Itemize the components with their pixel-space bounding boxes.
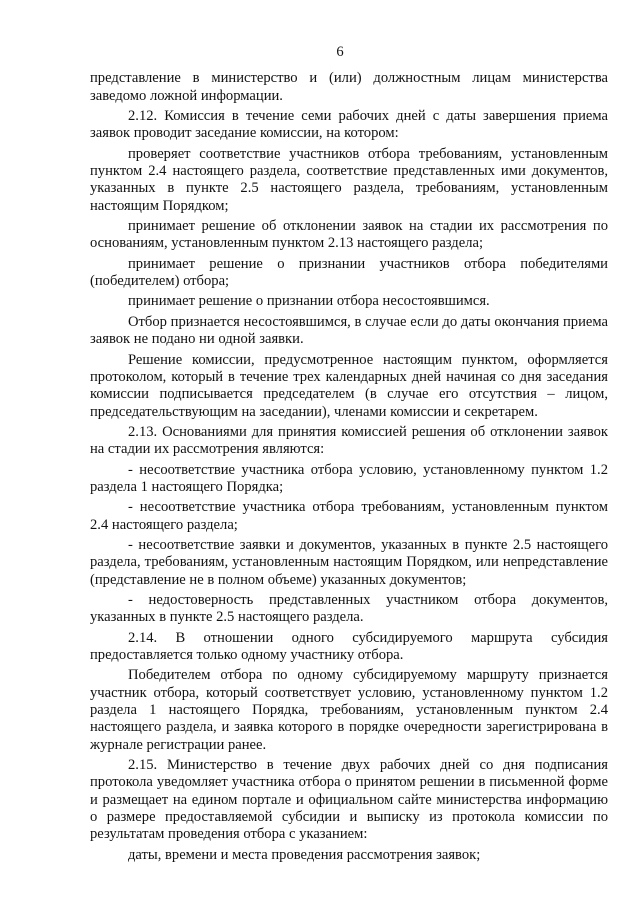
paragraph: 2.14. В отношении одного субсидируемого маршрута субсидия предоставляется только одному участнику отбора. — [90, 629, 608, 663]
paragraph: представление в министерство и (или) должностным лицам министерства заведомо ложной информации. — [90, 70, 608, 104]
paragraph: 2.15. Министерство в течение двух рабочих дней со дня подписания протокола уведомляет участника отбора о принятом решении в письменной форме и размещает на едином портале и официальном сайте министерства информацию о размере предоставляемой субсидии и выписку из протокола комиссии по результатам проведения отбора с указанием: — [90, 757, 608, 843]
paragraph: - несоответствие участника отбора требованиям, установленным пунктом 2.4 настоящего раздела; — [90, 499, 608, 533]
paragraph: 2.12. Комиссия в течение семи рабочих дней с даты завершения приема заявок проводит заседание комиссии, на котором: — [90, 108, 608, 142]
paragraph: - недостоверность представленных участником отбора документов, указанных в пункте 2.5 настоящего раздела. — [90, 591, 608, 626]
paragraph: принимает решение о признании участников отбора победителями (победителем) отбора; — [90, 255, 608, 290]
paragraph: 2.13. Основаниями для принятия комиссией решения об отклонении заявок на стадии их рассмотрения являются: — [90, 423, 608, 458]
page-number: 6 — [336, 44, 344, 60]
paragraph: Отбор признается несостоявшимся, в случае если до даты окончания приема заявок не подано ни одной заявки. — [90, 313, 608, 348]
paragraph: даты, времени и места проведения рассмотрения заявок; — [128, 846, 481, 863]
paragraph: Победителем отбора по одному субсидируемому маршруту признается участник отбора, который соответствует условию, установленному пунктом 1.2 раздела 1 настоящего Порядка, требованиям, установленным пунктом 2.4 настоящего раздела, и заявка которого в порядке очередности зарегистрирована в журнале регистрации ранее. — [90, 667, 608, 753]
paragraph: Решение комиссии, предусмотренное настоящим пунктом, оформляется протоколом, который в течение трех календарных дней начиная со дня заседания комиссии подписывается председателем (в случае его отсутствия – лицом, председательствующим на заседании), членами комиссии и секретарем. — [90, 351, 608, 420]
document-body — [90, 70, 608, 864]
paragraph: - несоответствие заявки и документов, указанных в пункте 2.5 настоящего раздела, требованиям, установленным настоящим Порядком, или непредставление (представление не в полном объеме) указанных документов; — [90, 536, 608, 588]
paragraph: принимает решение об отклонении заявок на стадии их рассмотрения по основаниям, установленным пунктом 2.13 настоящего раздела; — [90, 218, 608, 252]
paragraph: - несоответствие участника отбора условию, установленному пунктом 1.2 раздела 1 настоящего Порядка; — [90, 461, 608, 495]
paragraph: принимает решение о признании отбора несостоявшимся. — [128, 293, 490, 310]
paragraph: проверяет соответствие участников отбора требованиям, установленным пунктом 2.4 настоящего раздела, соответствие представленных ими документов, указанных в пункте 2.5 настоящего раздела, требованиям, установленным настоящим Порядком; — [90, 145, 608, 214]
